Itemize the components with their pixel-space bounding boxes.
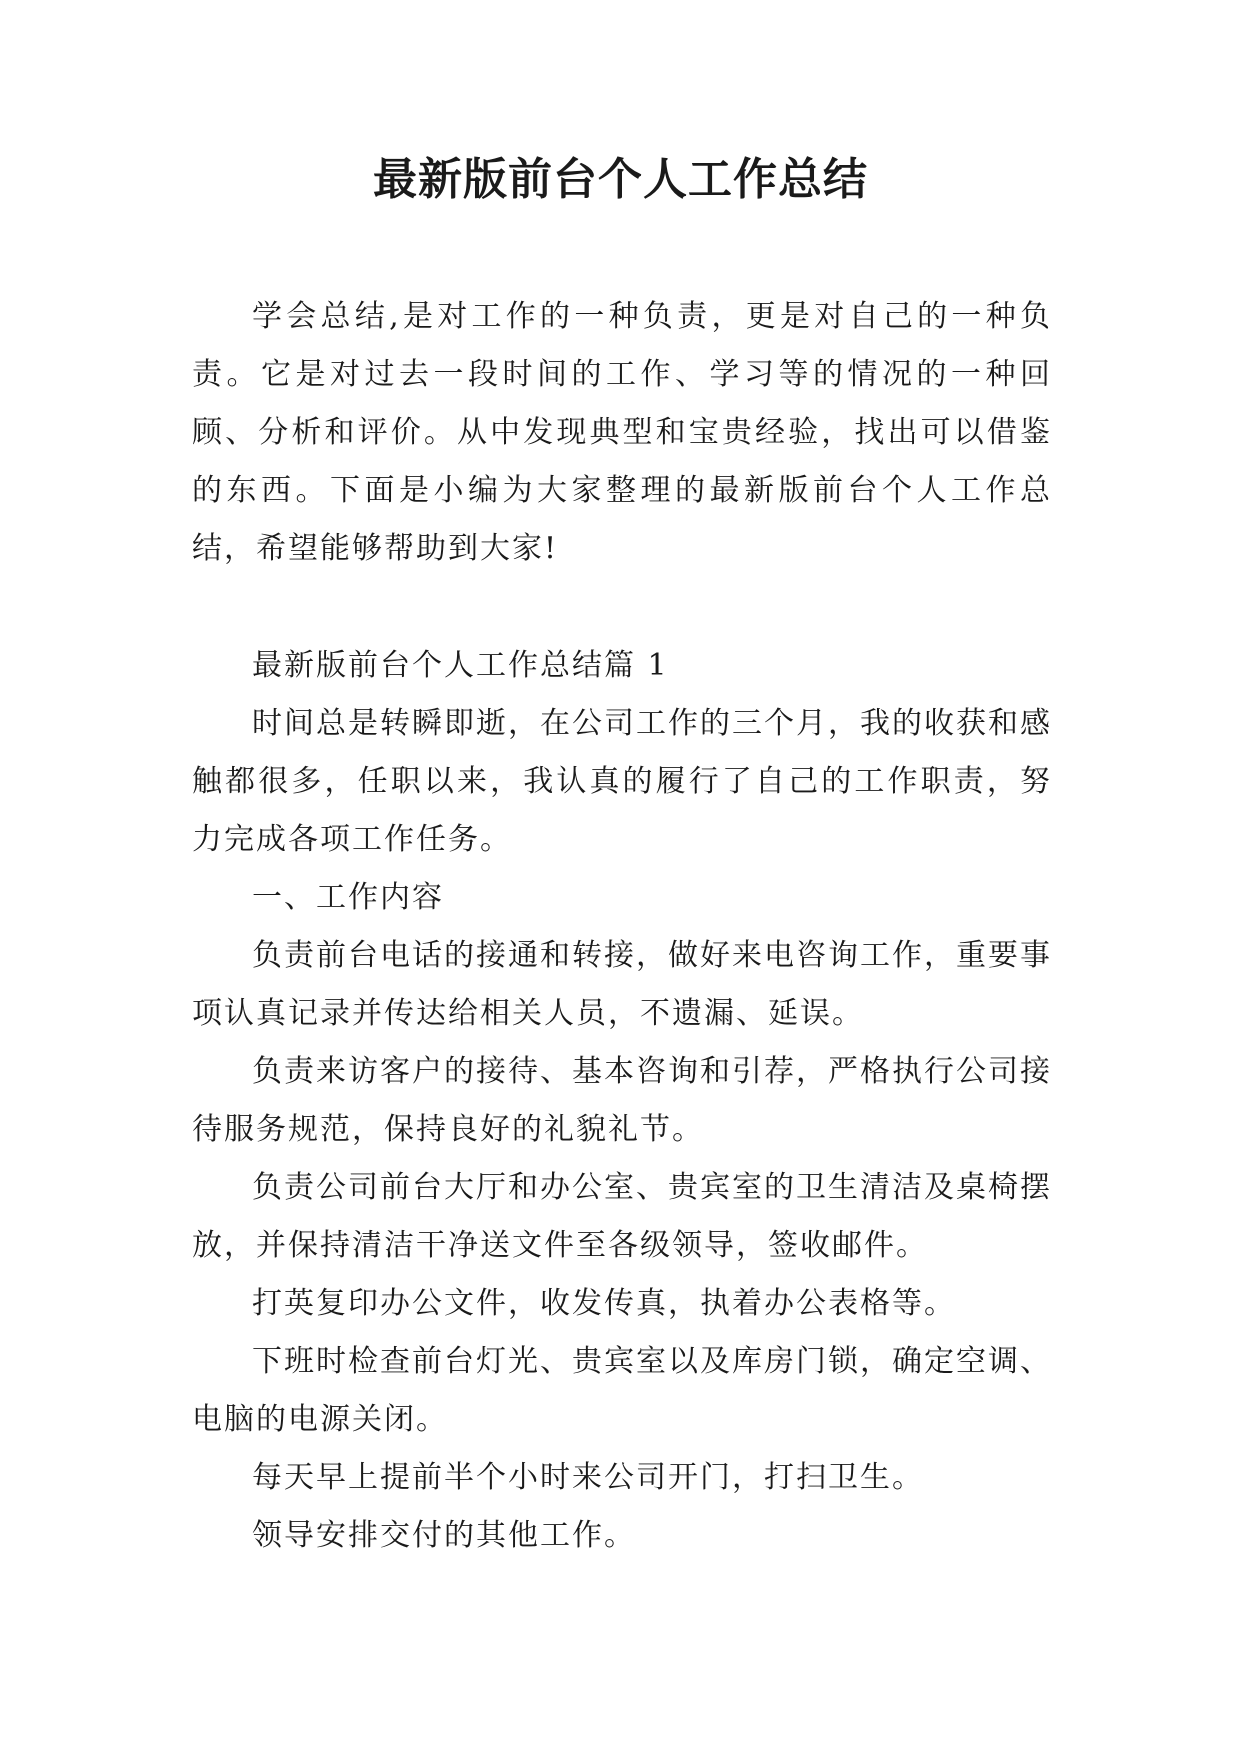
intro-section (192, 288, 1052, 578)
content-section (192, 637, 1052, 1565)
paragraph-5: 打英复印办公文件，收发传真，执着办公表格等。 (252, 1286, 956, 1321)
subheading-work-content: 一、工作内容 (252, 880, 444, 915)
paragraph-3: 负责来访客户的接待、基本咨询和引荐，严格执行公司接待服务规范，保持良好的礼貌礼节。 (192, 1054, 1052, 1147)
document-title: 最新版前台个人工作总结 (373, 154, 868, 205)
intro-paragraph: 学会总结,是对工作的一种负责，更是对自己的一种负责。它是对过去一段时间的工作、学习等的情况的一种回顾、分析和评价。从中发现典型和宝贵经验，找出可以借鉴的东西。下面是小编为大家整理的最新版前台个人工作总结，希望能够帮助到大家! (192, 299, 1052, 566)
paragraph-8: 领导安排交付的其他工作。 (252, 1518, 636, 1553)
paragraph-1: 时间总是转瞬即逝，在公司工作的三个月，我的收获和感触都很多，任职以来，我认真的履行了自己的工作职责，努力完成各项工作任务。 (192, 706, 1052, 857)
paragraph-4: 负责公司前台大厅和办公室、贵宾室的卫生清洁及桌椅摆放，并保持清洁干净送文件至各级领导，签收邮件。 (192, 1170, 1052, 1263)
paragraph-7: 每天早上提前半个小时来公司开门，打扫卫生。 (252, 1460, 924, 1495)
paragraph-2: 负责前台电话的接通和转接，做好来电咨询工作，重要事项认真记录并传达给相关人员，不遗漏、延误。 (192, 938, 1052, 1031)
paragraph-6: 下班时检查前台灯光、贵宾室以及库房门锁，确定空调、电脑的电源关闭。 (192, 1344, 1052, 1437)
section-heading: 最新版前台个人工作总结篇 1 (252, 648, 669, 683)
